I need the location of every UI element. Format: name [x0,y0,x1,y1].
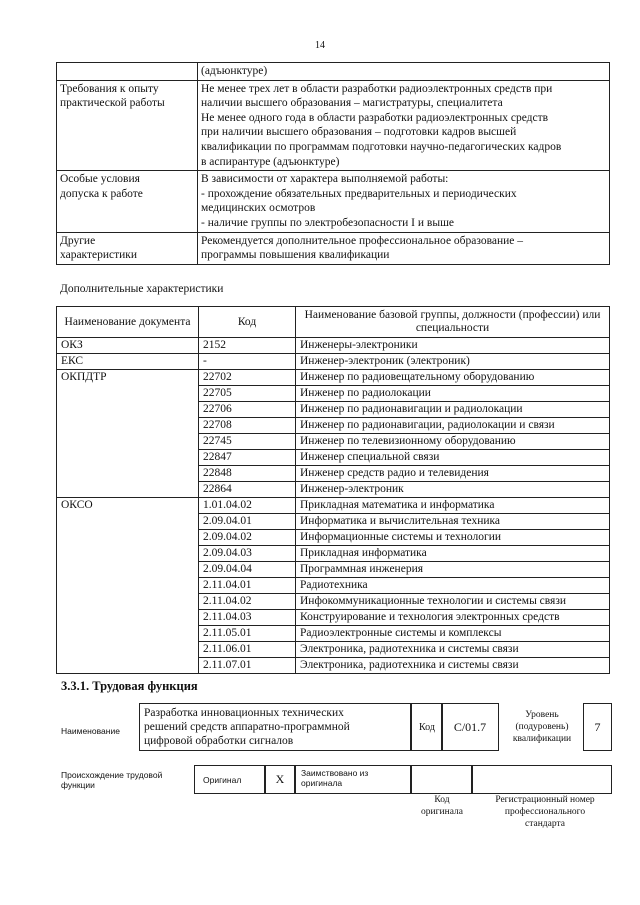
function-name-line: Разработка инновационных технических [144,707,344,719]
table-row [57,354,610,370]
table-row [57,370,610,386]
requirement-text [198,63,610,81]
name-cell: Инфокоммуникационные технологии и системы связи [296,594,610,610]
code-cell: 2.11.04.02 [199,594,296,610]
requirement-text-line: программы повышения квалификации [201,249,390,262]
code-cell: 22847 [199,450,296,466]
code-cell: 2152 [199,338,296,354]
code-cell: 22705 [199,386,296,402]
name-cell: Инженер по радиовещательному оборудованию [296,370,610,386]
name-cell: Информационные системы и технологии [296,530,610,546]
name-cell: Инженер средств радио и телевидения [296,466,610,482]
original-code-caption [410,794,474,818]
caption-line: профессионального [504,807,586,817]
level-label-line: квалификации [512,734,572,744]
code-cell: 2.11.05.01 [199,626,296,642]
requirement-text-line: - прохождение обязательных предварительных и периодических [201,187,517,200]
additional-characteristics-table [56,306,610,674]
name-cell: Электроника, радиотехника и системы связи [296,642,610,658]
code-cell: 22864 [199,482,296,498]
requirement-text-line: В зависимости от характера выполняемой работы: [201,173,449,186]
requirement-text [198,232,610,264]
header-code: Код [199,307,296,338]
registration-caption [478,794,612,830]
header-name: Наименование базовой группы, должности (профессии) или специальности [296,307,610,338]
requirement-text-line: (адъюнктуре) [201,65,268,77]
name-cell: Программная инженерия [296,562,610,578]
borrowed-label [301,768,368,788]
code-label: Код [419,721,435,733]
document-cell: ЕКС [57,354,199,370]
name-cell: Инженер специальной связи [296,450,610,466]
code-cell: 2.11.07.01 [199,658,296,674]
requirement-text-line: при наличии высшего образования – подготовки кадров высшей [201,126,517,139]
function-name-box [139,703,411,751]
requirement-text-line: Не менее трех лет в области разработки радиоэлектронных средств при [201,82,553,95]
code-cell: 22708 [199,418,296,434]
name-cell: Инженер по радионавигации и радиолокации [296,402,610,418]
origin-label-line: функции [61,780,95,790]
requirements-row [57,232,610,264]
requirement-label [57,232,198,264]
requirement-label-line: допуска к работе [60,187,143,200]
original-label: Оригинал [203,775,242,785]
table-row [57,498,610,514]
requirement-text-line: квалификации по программам подготовки научно-педагогических кадров [201,140,562,153]
caption-line: Код [434,795,450,805]
function-name-line: решений средств аппаратно-программной [144,721,350,733]
registration-number-box [471,765,612,794]
caption-line: оригинала [421,807,463,817]
name-cell: Радиотехника [296,578,610,594]
requirement-label-line: Особые условия [60,173,140,186]
caption-line: Регистрационный номер [495,795,595,805]
code-cell: 22745 [199,434,296,450]
qualification-level: 7 [594,719,601,734]
original-code-box [410,765,473,794]
function-code: C/01.7 [453,719,487,734]
requirement-text [198,171,610,232]
document-cell: ОКПДТР [57,370,199,498]
code-cell: 1.01.04.02 [199,498,296,514]
function-name-label: Наименование [61,726,120,736]
level-label [505,709,579,745]
code-cell: 2.11.04.03 [199,610,296,626]
name-cell: Инженер-электроник [296,482,610,498]
code-cell: 22706 [199,402,296,418]
name-cell: Радиоэлектронные системы и комплексы [296,626,610,642]
requirement-text [198,80,610,171]
name-cell: Инженер по телевизионному оборудованию [296,434,610,450]
document-cell: ОКЗ [57,338,199,354]
page-number: 14 [315,40,325,51]
origin-label [61,770,162,790]
requirement-label [57,171,198,232]
name-cell: Инженер-электроник (электроник) [296,354,610,370]
original-mark: X [275,772,285,786]
level-label-line: (подуровень) [515,722,569,732]
borrowed-label-line: Заимствовано из [301,768,369,778]
code-cell: 2.09.04.02 [199,530,296,546]
requirement-label-line: Другие [60,234,96,247]
requirement-label [57,80,198,171]
original-mark-box [264,765,296,794]
code-cell: 22702 [199,370,296,386]
origin-label-line: Происхождение трудовой [61,770,163,780]
code-cell: 2.11.04.01 [199,578,296,594]
original-label-box [194,765,266,794]
header-document: Наименование документа [57,307,199,338]
code-cell: - [199,354,296,370]
code-cell: 2.11.06.01 [199,642,296,658]
code-cell: 2.09.04.01 [199,514,296,530]
name-cell: Информатика и вычислительная техника [296,514,610,530]
name-cell: Прикладная информатика [296,546,610,562]
requirements-table [56,62,610,265]
level-label-line: Уровень [525,710,559,720]
requirements-row [57,171,610,232]
requirement-label [57,63,198,81]
requirement-text-line: - наличие группы по электробезопасности I и выше [201,216,455,229]
code-cell: 2.09.04.04 [199,562,296,578]
borrowed-label-line: оригинала [301,778,343,788]
code-cell: 22848 [199,466,296,482]
requirement-text-line: Не менее одного года в области разработки радиоэлектронных средств [201,111,549,124]
requirement-text-line: в аспирантуре (адъюнктуре) [201,155,340,168]
name-cell: Электроника, радиотехника и системы связи [296,658,610,674]
requirements-row [57,80,610,171]
code-value-box [441,703,499,751]
function-name-line: цифровой обработки сигналов [144,735,294,747]
name-cell: Конструирование и технология электронных средств [296,610,610,626]
name-cell: Инженер по радиолокации [296,386,610,402]
requirement-label-line: характеристики [60,249,138,262]
name-cell: Инженеры-электроники [296,338,610,354]
additional-characteristics-title: Дополнительные характеристики [60,283,224,295]
name-cell: Прикладная математика и информатика [296,498,610,514]
code-label-box [411,703,443,751]
requirement-text-line: наличии высшего образования – магистратуры, специалитета [201,97,503,110]
requirement-label-line: Требования к опыту [60,82,159,95]
name-cell: Инженер по радионавигации, радиолокации и связи [296,418,610,434]
code-cell: 2.09.04.03 [199,546,296,562]
document-cell: ОКСО [57,498,199,674]
caption-line: стандарта [525,819,565,829]
table-row [57,338,610,354]
section-title: 3.3.1. Трудовая функция [61,679,198,693]
requirement-text-line: Рекомендуется дополнительное профессиональное образование – [201,234,524,247]
requirement-text-line: медицинских осмотров [201,202,316,215]
requirements-row [57,63,610,81]
requirement-label-line: практической работы [60,97,165,110]
level-value-box [583,703,612,751]
borrowed-box [294,765,412,794]
